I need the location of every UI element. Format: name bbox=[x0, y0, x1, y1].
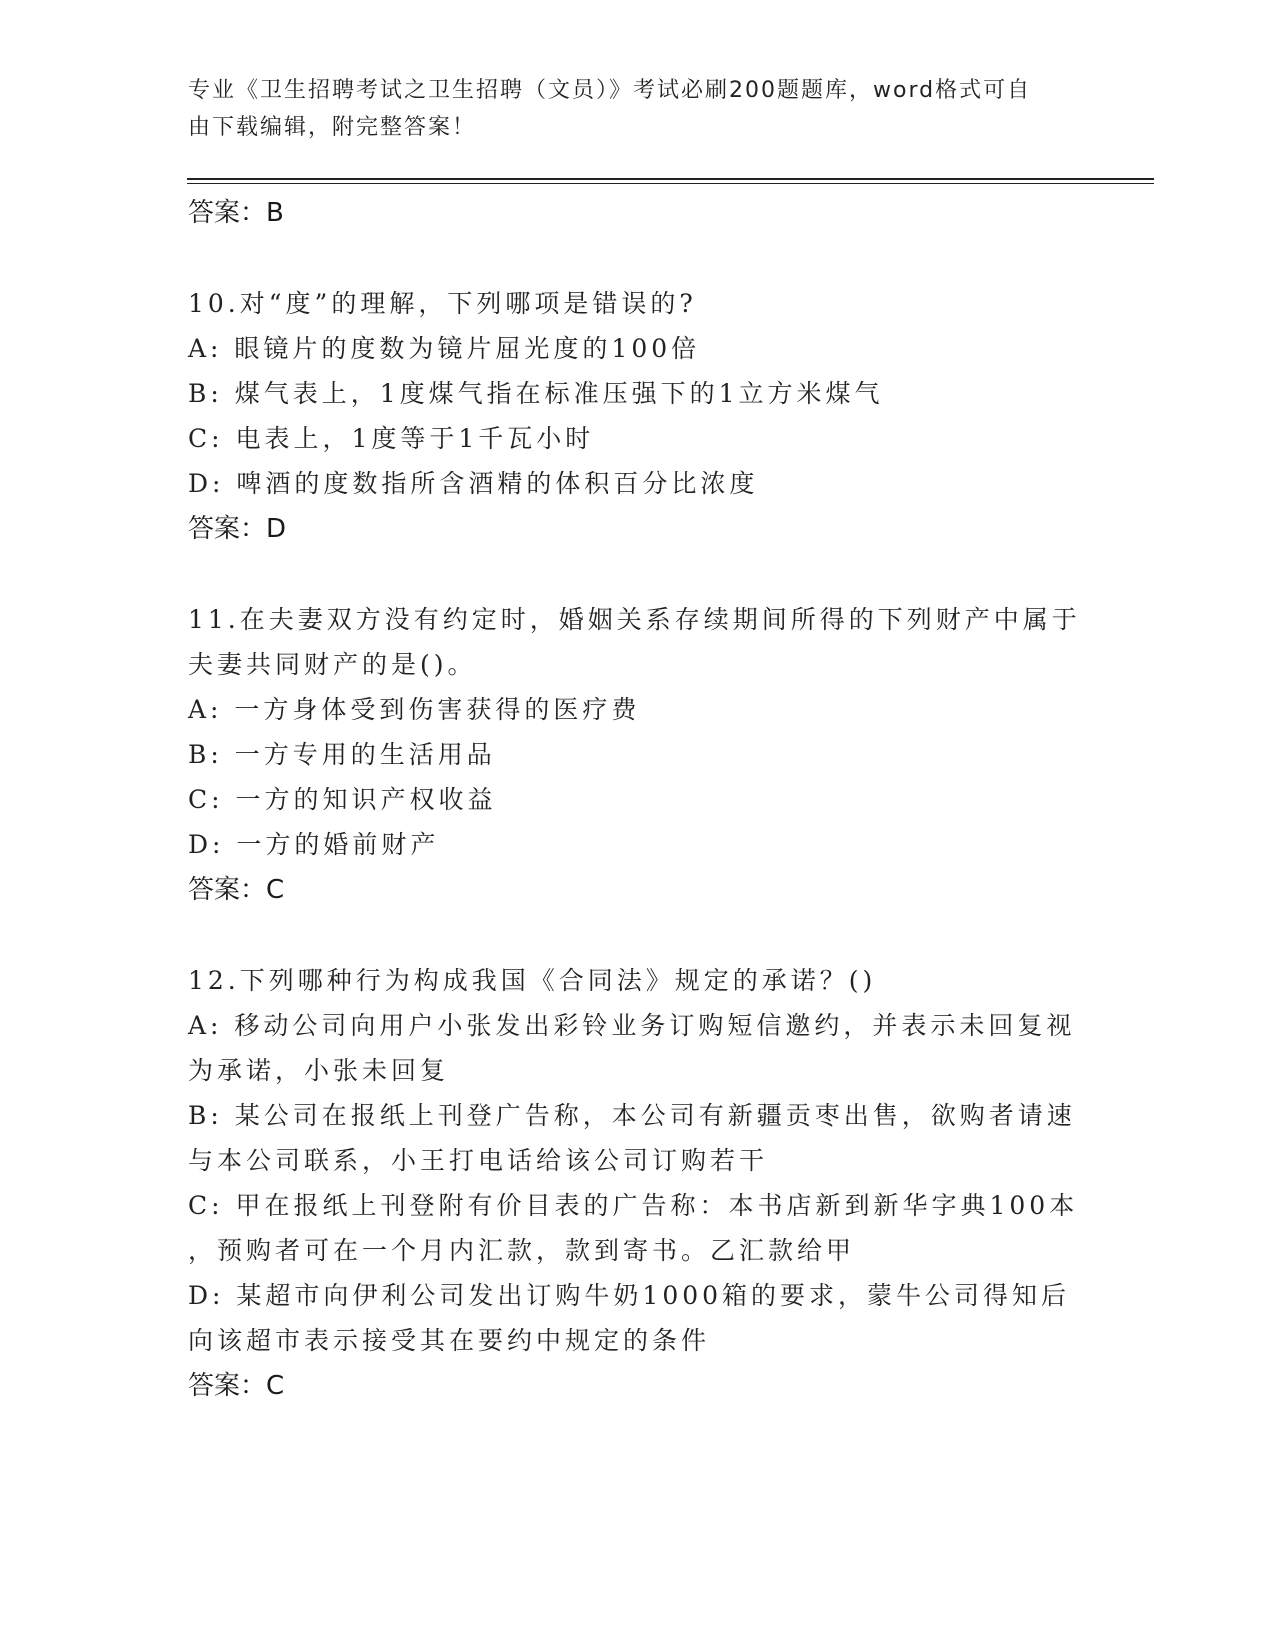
option-c: C: 一方的知识产权收益 bbox=[188, 785, 497, 814]
option-a: A: 眼镜片的度数为镜片屈光度的100倍 bbox=[188, 334, 701, 363]
option-a: A: 一方身体受到伤害获得的医疗费 bbox=[188, 695, 641, 724]
answer-label: 答案：C bbox=[188, 1371, 285, 1401]
question-text: 12.下列哪种行为构成我国《合同法》规定的承诺？() bbox=[188, 966, 877, 995]
answer-label: 答案：D bbox=[188, 514, 287, 544]
question-text: 10.对“度”的理解，下列哪项是错误的? bbox=[188, 289, 697, 318]
header-divider-thin bbox=[187, 183, 1154, 184]
option-b-line-1: B: 某公司在报纸上刊登广告称，本公司有新疆贡枣出售，欲购者请速 bbox=[188, 1101, 1076, 1130]
option-d-line-2: 向该超市表示接受其在要约中规定的条件 bbox=[188, 1326, 711, 1355]
option-d: D: 啤酒的度数指所含酒精的体积百分比浓度 bbox=[188, 469, 759, 498]
header-divider bbox=[187, 178, 1154, 180]
option-d: D: 一方的婚前财产 bbox=[188, 830, 440, 859]
option-b: B: 煤气表上，1度煤气指在标准压强下的1立方米煤气 bbox=[188, 379, 884, 408]
previous-answer: 答案：B bbox=[188, 198, 284, 228]
option-b: B: 一方专用的生活用品 bbox=[188, 740, 496, 769]
spacer bbox=[188, 236, 1088, 281]
spacer bbox=[188, 552, 1088, 597]
option-c: C: 电表上，1度等于1千瓦小时 bbox=[188, 424, 595, 453]
question-text-line-2: 夫妻共同财产的是()。 bbox=[188, 650, 477, 679]
question-block-10 bbox=[188, 281, 1088, 552]
option-d-line-1: D: 某超市向伊利公司发出订购牛奶1000箱的要求，蒙牛公司得知后 bbox=[188, 1281, 1071, 1310]
header-line-2: 由下载编辑，附完整答案！ bbox=[188, 115, 477, 140]
option-c-line-1: C: 甲在报纸上刊登附有价目表的广告称：本书店新到新华字典100本 bbox=[188, 1191, 1079, 1220]
option-a-line-2: 为承诺，小张未回复 bbox=[188, 1056, 450, 1085]
option-a-line-1: A: 移动公司向用户小张发出彩铃业务订购短信邀约，并表示未回复视 bbox=[188, 1011, 1076, 1040]
page-header bbox=[188, 72, 1068, 146]
question-block-11 bbox=[188, 597, 1088, 913]
header-line-1: 专业《卫生招聘考试之卫生招聘（文员）》考试必刷200题题库，word格式可自 bbox=[188, 78, 1032, 103]
question-text-line-1: 11.在夫妻双方没有约定时，婚姻关系存续期间所得的下列财产中属于 bbox=[188, 605, 1081, 634]
question-block-12 bbox=[188, 958, 1088, 1409]
question-list bbox=[188, 190, 1088, 1409]
option-b-line-2: 与本公司联系，小王打电话给该公司订购若干 bbox=[188, 1146, 769, 1175]
option-c-line-2: ，预购者可在一个月内汇款，款到寄书。乙汇款给甲 bbox=[188, 1236, 856, 1265]
answer-label: 答案：C bbox=[188, 875, 285, 905]
spacer bbox=[188, 913, 1088, 958]
